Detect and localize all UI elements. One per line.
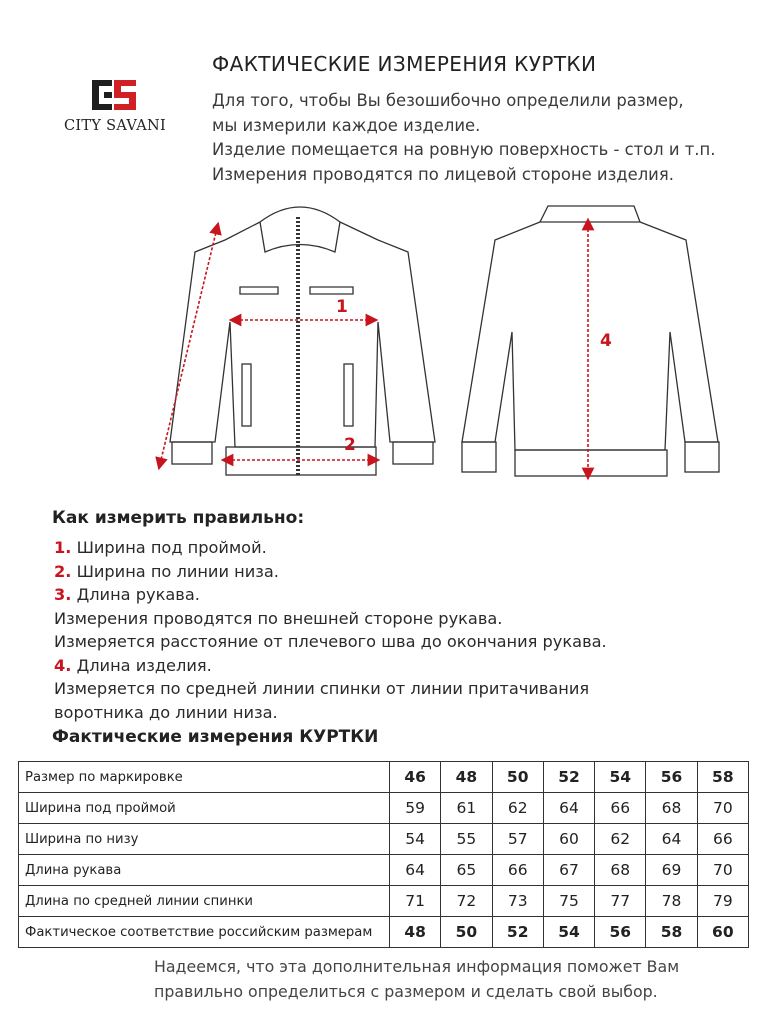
jacket-measurement-diagram <box>150 192 730 492</box>
table-cell: 67 <box>543 855 594 886</box>
table-cell: 71 <box>390 886 441 917</box>
intro-line: Изделие помещается на ровную поверхность - стол и т.п. <box>212 140 716 159</box>
table-row <box>19 886 749 917</box>
howto-item <box>54 630 607 654</box>
table-row <box>19 855 749 886</box>
howto-item <box>54 607 607 631</box>
howto-item <box>54 654 607 678</box>
size-table <box>18 761 749 948</box>
howto-text: Длина изделия. <box>71 655 212 675</box>
table-cell: 66 <box>595 793 646 824</box>
jacket-back-drawing <box>462 206 719 476</box>
footer-line: правильно определиться с размером и сделать свой выбор. <box>154 982 658 1001</box>
table-cell: 55 <box>441 824 492 855</box>
table-row <box>19 917 749 948</box>
table-cell: 79 <box>697 886 748 917</box>
table-cell: 64 <box>390 855 441 886</box>
table-cell: 59 <box>390 793 441 824</box>
howto-text: Ширина под проймой. <box>71 538 267 557</box>
intro-line: Для того, чтобы Вы безошибочно определили размер, <box>212 91 684 110</box>
table-row <box>19 824 749 855</box>
jacket-front-drawing <box>170 207 435 475</box>
table-cell: 48 <box>441 762 492 793</box>
howto-text: Измерения проводятся по внешней стороне рукава. <box>54 608 503 628</box>
marker-1-label: 1 <box>336 297 348 317</box>
table-cell: 66 <box>697 824 748 855</box>
footer-note <box>154 954 679 1004</box>
howto-item <box>54 677 607 701</box>
table-cell: 46 <box>390 762 441 793</box>
table-cell: 78 <box>646 886 697 917</box>
table-cell: 75 <box>543 886 594 917</box>
table-cell: 72 <box>441 886 492 917</box>
table-row <box>19 762 749 793</box>
row-label: Фактическое соответствие российским размерам <box>19 917 390 948</box>
howto-text: Измеряется расстояние от плечевого шва до окончания рукава. <box>54 632 607 651</box>
intro-line: Измерения проводятся по лицевой стороне изделия. <box>212 164 674 184</box>
howto-list <box>54 536 607 724</box>
table-cell: 68 <box>595 855 646 886</box>
table-cell: 64 <box>646 824 697 855</box>
table-row <box>19 793 749 824</box>
table-cell: 52 <box>543 762 594 793</box>
table-cell: 58 <box>697 762 748 793</box>
table-cell: 56 <box>595 917 646 948</box>
table-cell: 64 <box>543 793 594 824</box>
howto-number: 4. <box>54 655 72 675</box>
howto-item <box>54 560 607 584</box>
howto-item <box>54 583 607 607</box>
howto-number: 3. <box>54 585 72 604</box>
table-cell: 52 <box>492 917 543 948</box>
row-label: Длина по средней линии спинки <box>19 886 390 917</box>
footer-line: Надеемся, что эта дополнительная информация поможет Вам <box>154 957 680 976</box>
measurement-markers <box>336 297 612 455</box>
table-cell: 69 <box>646 855 697 886</box>
marker-2-label: 2 <box>344 435 356 455</box>
table-cell: 57 <box>492 824 543 855</box>
table-cell: 77 <box>595 886 646 917</box>
howto-number: 2. <box>54 561 72 581</box>
brand-name: CITY SAVANI <box>63 118 167 134</box>
table-cell: 73 <box>492 886 543 917</box>
howto-text: воротника до линии низа. <box>54 702 278 722</box>
howto-text: Длина рукава. <box>71 585 200 604</box>
table-cell: 65 <box>441 855 492 886</box>
table-cell: 54 <box>595 762 646 793</box>
city-savani-emblem-icon <box>90 78 138 112</box>
howto-text: Ширина по линии низа. <box>71 561 279 581</box>
table-cell: 50 <box>441 917 492 948</box>
howto-number: 1. <box>54 538 72 557</box>
howto-title: Как измерить правильно: <box>52 508 305 528</box>
intro-text <box>212 89 715 187</box>
table-cell: 58 <box>646 917 697 948</box>
table-cell: 60 <box>697 917 748 948</box>
marker-4-label: 4 <box>600 331 612 351</box>
howto-text: Измеряется по средней линии спинки от линии притачивания <box>54 679 590 698</box>
measurement-lines <box>160 224 588 474</box>
table-cell: 60 <box>543 824 594 855</box>
intro-line: мы измерили каждое изделие. <box>212 115 481 135</box>
table-cell: 70 <box>697 855 748 886</box>
table-cell: 50 <box>492 762 543 793</box>
row-label: Размер по маркировке <box>19 762 390 793</box>
table-cell: 66 <box>492 855 543 886</box>
row-label: Длина рукава <box>19 855 390 886</box>
table-cell: 56 <box>646 762 697 793</box>
table-cell: 62 <box>492 793 543 824</box>
table-cell: 68 <box>646 793 697 824</box>
row-label: Ширина под проймой <box>19 793 390 824</box>
brand-logo <box>50 78 180 140</box>
howto-item <box>54 536 607 560</box>
table-cell: 61 <box>441 793 492 824</box>
table-cell: 48 <box>390 917 441 948</box>
row-label: Ширина по низу <box>19 824 390 855</box>
table-cell: 54 <box>390 824 441 855</box>
table-title: Фактические измерения КУРТКИ <box>52 727 379 747</box>
table-cell: 54 <box>543 917 594 948</box>
table-cell: 62 <box>595 824 646 855</box>
table-cell: 70 <box>697 793 748 824</box>
page-title: ФАКТИЧЕСКИЕ ИЗМЕРЕНИЯ КУРТКИ <box>212 52 597 76</box>
howto-item <box>54 701 607 725</box>
